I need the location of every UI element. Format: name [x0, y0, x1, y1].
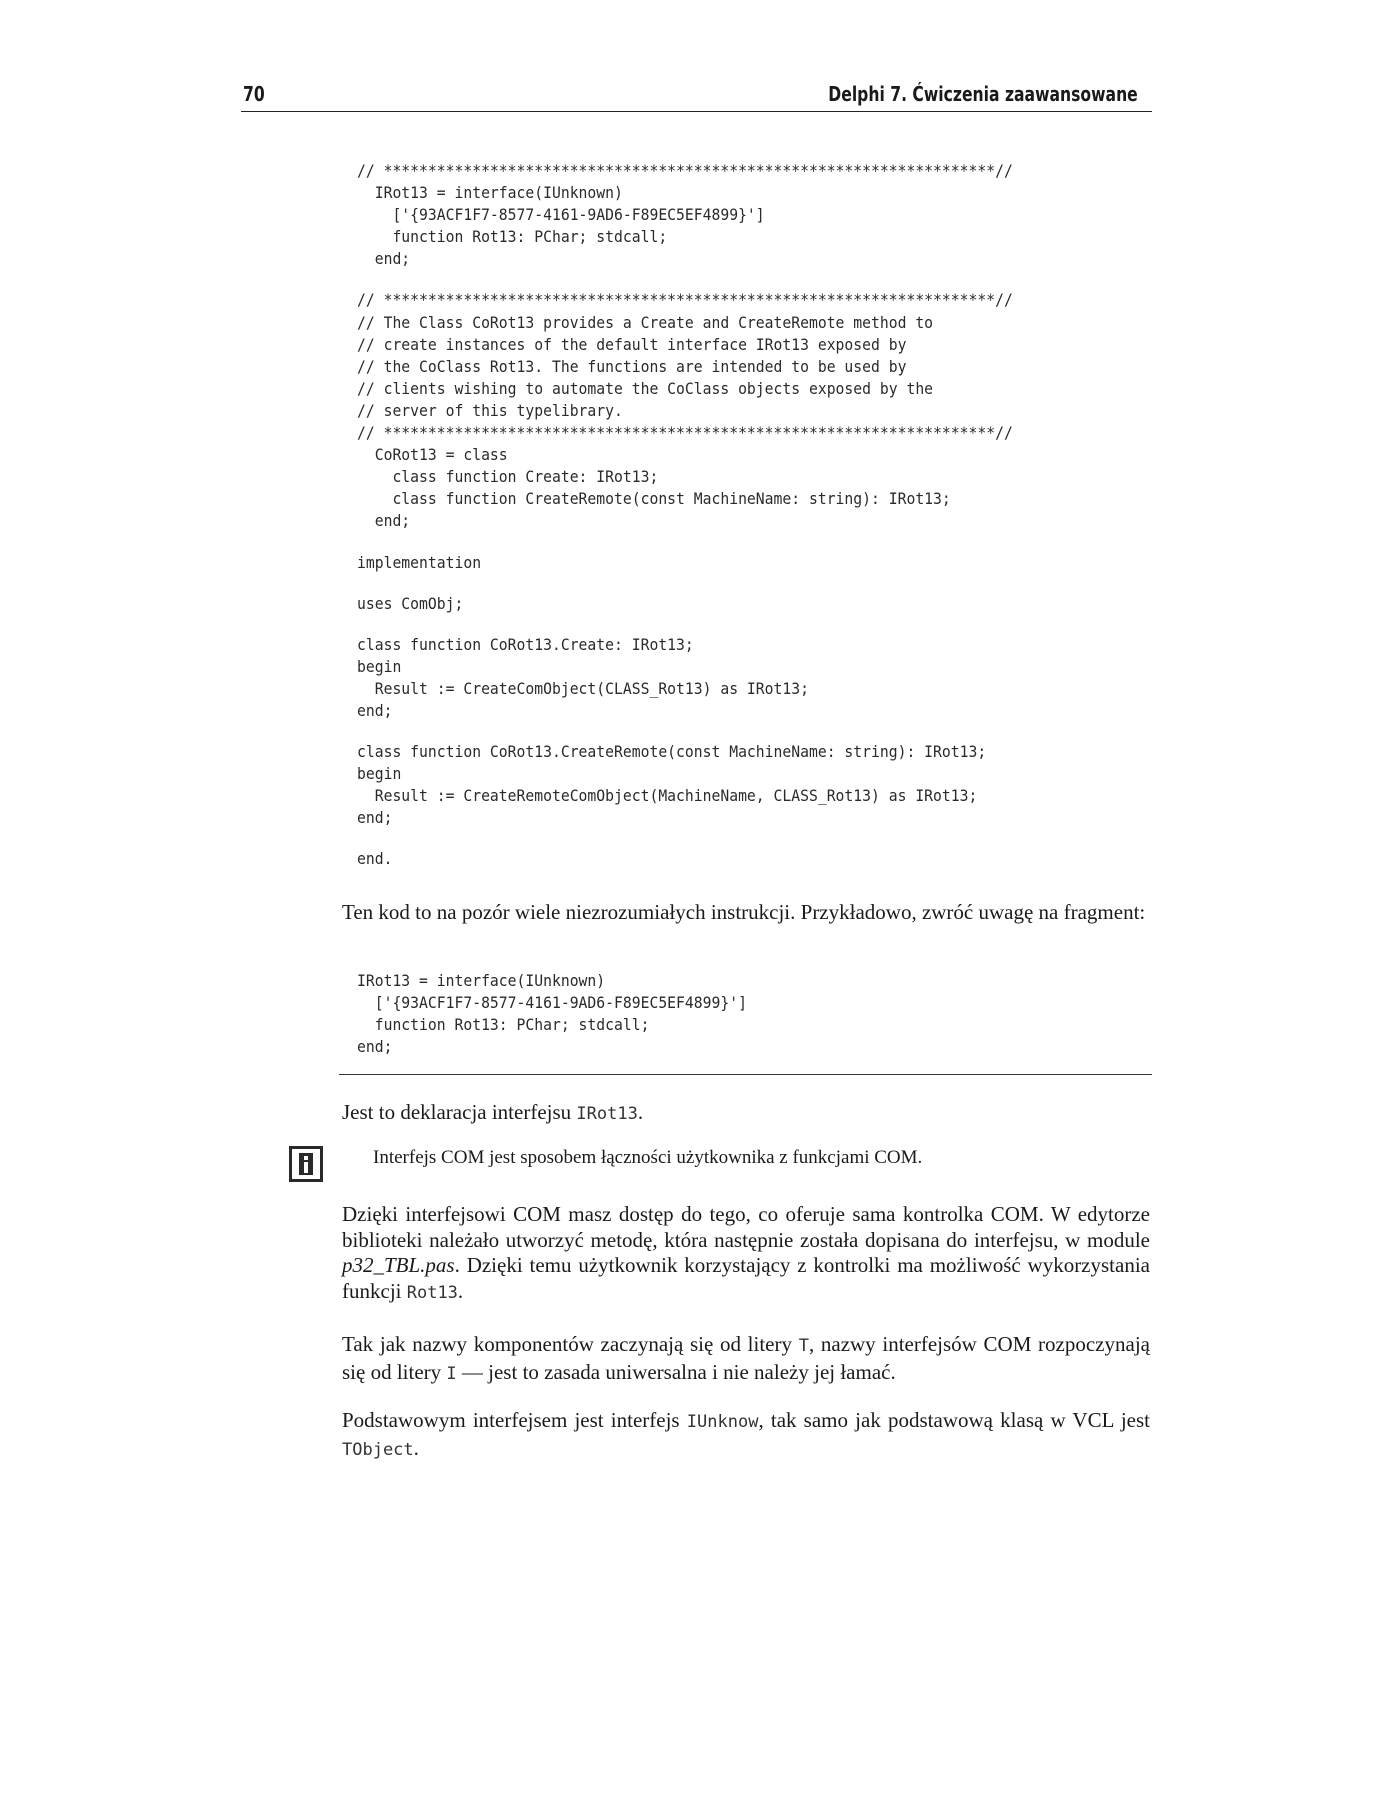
file-name: p32_TBL.pas — [342, 1253, 455, 1277]
paragraph-thanks-end: . — [457, 1278, 464, 1303]
paragraph-names-part2: , nazwy interfejsów COM rozpoczynają się od litery — [342, 1332, 1150, 1384]
code-line: Result := CreateComObject(CLASS_Rot13) as IRot13; — [357, 678, 809, 698]
code-line: IRot13 = interface(IUnknown) — [357, 971, 606, 990]
paragraph-intro — [342, 900, 1150, 926]
code-line: function Rot13: PChar; stdcall; — [357, 1015, 650, 1035]
paragraph-declaration — [342, 1100, 1150, 1128]
paragraph-declaration-text: Jest to deklaracja interfejsu — [342, 1100, 577, 1124]
paragraph-names-part1: Tak jak nazwy komponentów zaczynają się od litery — [342, 1332, 799, 1356]
code-line: class function CreateRemote(const MachineName: string): IRot13; — [357, 489, 951, 509]
paragraph-declaration-end: . — [637, 1100, 644, 1124]
code-line — [357, 574, 1013, 593]
inline-code-i: I — [446, 1363, 457, 1384]
page-number: 70 — [243, 82, 265, 106]
info-icon — [289, 1146, 323, 1182]
code-listing-snippet — [357, 970, 747, 1058]
code-line — [357, 533, 1013, 552]
code-line: // The Class CoRot13 provides a Create and CreateRemote method to — [357, 312, 934, 332]
code-line: end; — [357, 700, 393, 720]
paragraph-base — [342, 1408, 1150, 1463]
paragraph-thanks-part1: Dzięki interfejsowi COM masz dostęp do tego, co oferuje sama kontrolka COM. W edytorze biblioteki należało utworzyć metodę, która następnie została dopisana do interfejsu, w module — [342, 1202, 1150, 1252]
paragraph-base-part1: Podstawowym interfejsem jest interfejs — [342, 1408, 687, 1432]
paragraph-names — [342, 1332, 1150, 1387]
code-line: // *********************************************************************// — [357, 161, 1013, 180]
code-line: end. — [357, 849, 393, 869]
inline-code-t: T — [798, 1336, 809, 1356]
code-line: end; — [357, 249, 411, 269]
code-line: Result := CreateRemoteComObject(MachineName, CLASS_Rot13) as IRot13; — [357, 786, 978, 806]
paragraph-base-end: . — [413, 1435, 419, 1460]
note-text: Interfejs COM jest sposobem łączności użytkownika z funkcjami COM. — [373, 1147, 923, 1168]
paragraph-names-part3: — jest to zasada uniwersalna i nie należy jej łamać. — [456, 1359, 896, 1384]
inline-code-rot13: Rot13 — [406, 1282, 458, 1303]
code-listing-main — [357, 160, 1013, 871]
code-line: class function CoRot13.CreateRemote(const MachineName: string): IRot13; — [357, 742, 987, 762]
code-line: // *********************************************************************// — [357, 423, 1013, 443]
paragraph-thanks-part2: . Dzięki temu użytkownik korzystający z kontrolki ma możliwość wykorzystania funkcji — [342, 1253, 1150, 1303]
inline-code-iunknow: IUnknow — [686, 1412, 759, 1432]
paragraph-intro-text: Ten kod to na pozór wiele niezrozumiałych instrukcji. Przykładowo, zwróć uwagę na fragment: — [342, 900, 1146, 924]
code-line: end; — [357, 1037, 393, 1057]
code-line: // create instances of the default interface IRot13 exposed by — [357, 334, 907, 354]
paragraph-base-part2: , tak samo jak podstawową klasą w VCL jest — [758, 1408, 1150, 1432]
code-line: end; — [357, 808, 393, 828]
inline-code-tobject: TObject — [342, 1439, 414, 1460]
header-rule — [241, 111, 1152, 112]
code-line: IRot13 = interface(IUnknown) — [357, 183, 623, 203]
code-line: begin — [357, 764, 402, 784]
code-line: class function CoRot13.Create: IRot13; — [357, 634, 694, 654]
running-title: Delphi 7. Ćwiczenia zaawansowane — [828, 82, 1138, 106]
code-line: // server of this typelibrary. — [357, 400, 623, 420]
code-line: ['{93ACF1F7-8577-4161-9AD6-F89EC5EF4899}'] — [357, 993, 747, 1013]
code-line: CoRot13 = class — [357, 445, 508, 465]
inline-code-irot13: IRot13 — [576, 1104, 638, 1124]
code-line: // the CoClass Rot13. The functions are intended to be used by — [357, 356, 907, 376]
code-line: // clients wishing to automate the CoClass objects exposed by the — [357, 378, 934, 398]
paragraph-thanks — [342, 1202, 1150, 1306]
code-line: ['{93ACF1F7-8577-4161-9AD6-F89EC5EF4899}'] — [357, 205, 765, 225]
code-line: uses ComObj; — [357, 593, 464, 613]
snippet-rule — [339, 1074, 1152, 1075]
code-line: function Rot13: PChar; stdcall; — [357, 227, 668, 247]
code-line: class function Create: IRot13; — [357, 467, 659, 487]
code-line: begin — [357, 656, 402, 676]
code-line: // *********************************************************************// — [357, 290, 1013, 310]
code-line — [357, 722, 1013, 741]
code-line: end; — [357, 511, 411, 531]
code-line — [357, 829, 1013, 848]
code-line — [357, 270, 1013, 289]
code-line: implementation — [357, 552, 482, 572]
code-line — [357, 615, 1013, 634]
